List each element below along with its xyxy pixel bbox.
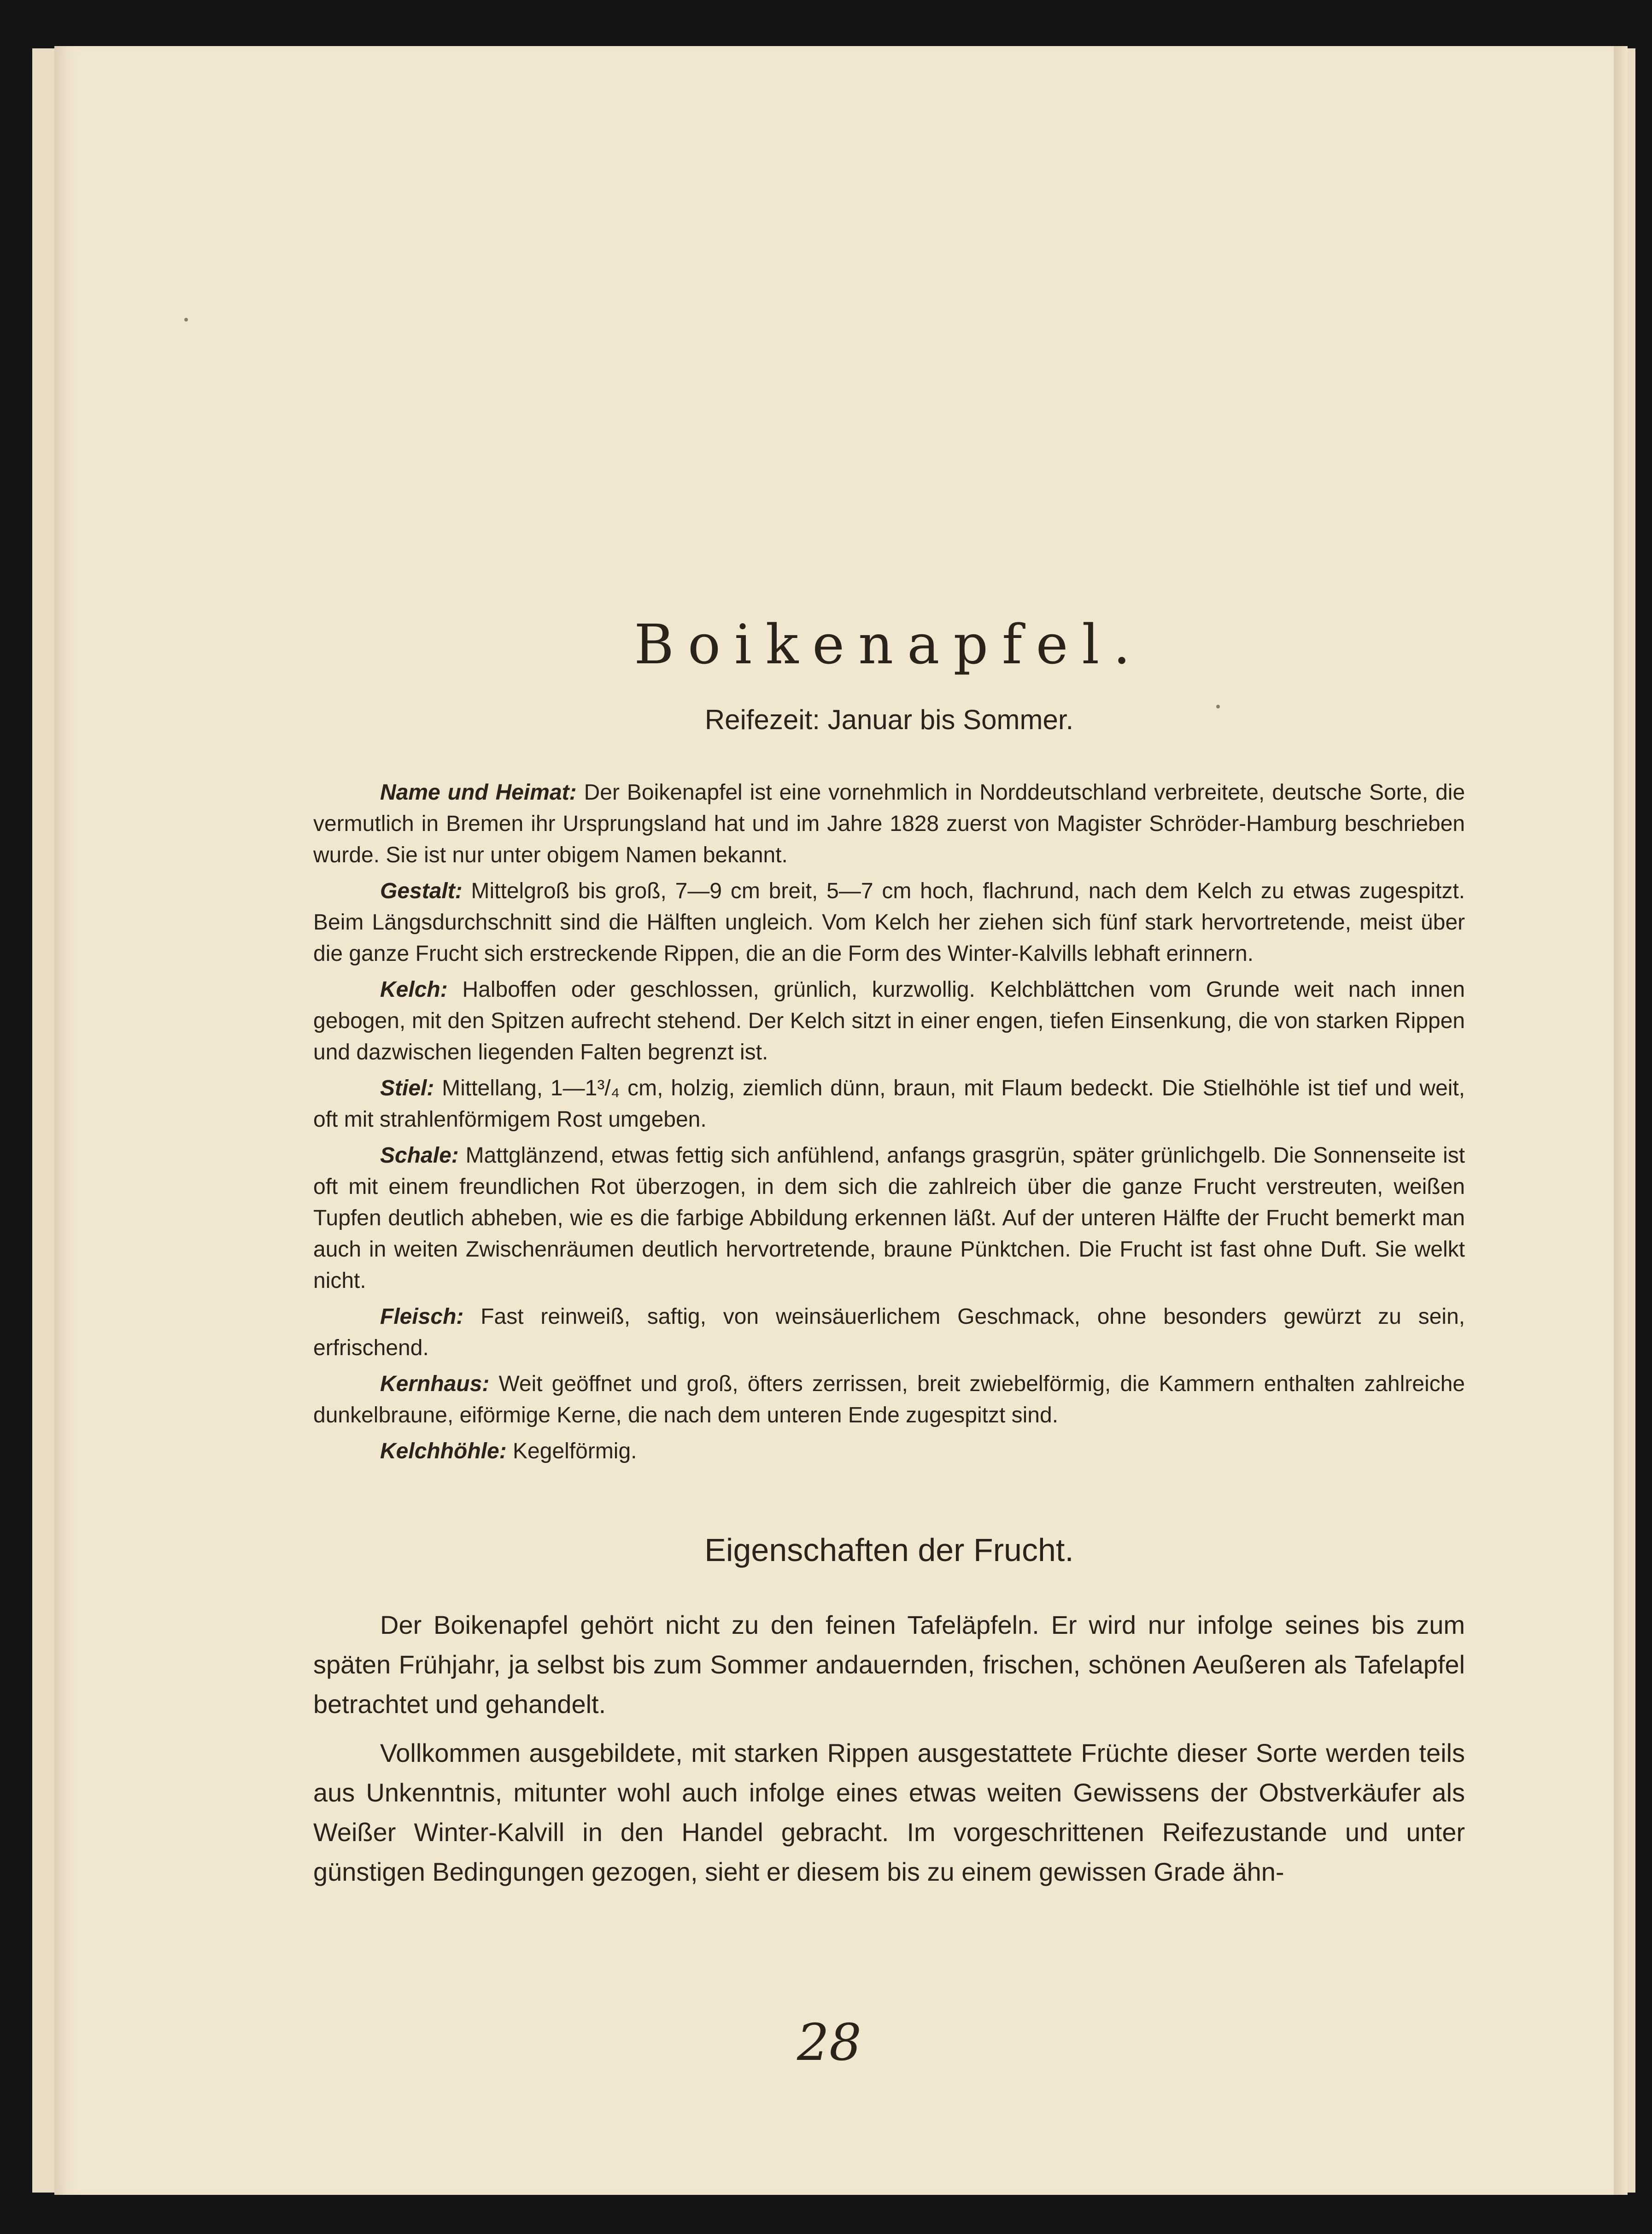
description-entry (313, 1368, 1465, 1431)
description-text: Kegelförmig. (513, 1439, 637, 1463)
description-entry (313, 1436, 1465, 1467)
description-text: Mittellang, 1—1³/₄ cm, holzig, ziemlich dünn, braun, mit Flaum bedeckt. Die Stielhöhle ist tief und weit, oft mit strahlenförmigem Rost umgeben. (313, 1076, 1465, 1132)
description-term: Fleisch: (380, 1304, 464, 1329)
description-text: Weit geöffnet und groß, öfters zerrissen, breit zwiebelförmig, die Kammern enthalten zahlreiche dunkelbraune, eiförmige Kerne, die nach dem unteren Ende zugespitzt sind. (313, 1372, 1465, 1427)
section-heading: Eigenschaften der Frucht. (704, 1532, 1074, 1568)
body-paragraph: Der Boikenapfel gehört nicht zu den feinen Tafeläpfeln. Er wird nur infolge seines bis zum späten Frühjahr, ja selbst bis zum Sommer andauernden, frischen, schönen Aeußeren als Tafelapfel betrachtet und gehandelt. (313, 1610, 1465, 1719)
description-term: Kelchhöhle: (380, 1439, 507, 1463)
description-entry (313, 974, 1465, 1068)
page-number: 28 (797, 2013, 861, 2072)
description-entry (313, 1140, 1465, 1297)
description-entry (313, 777, 1465, 871)
description-term: Schale: (380, 1143, 459, 1168)
description-entry (313, 876, 1465, 970)
ripening-time: Reifezeit: Januar bis Sommer. (704, 704, 1074, 735)
section-body (313, 1605, 1465, 1892)
description-term: Kernhaus: (380, 1372, 490, 1396)
page-edge (1614, 46, 1628, 2195)
description-entry (313, 1073, 1465, 1135)
description-text: Mattglänzend, etwas fettig sich anfühlend, anfangs grasgrün, später grünlichgelb. Die Sonnenseite ist oft mit einem freundlichen Rot überzogen, in dem sich die zahlreich über die ganze Frucht verstreuten, weißen Tupfen deutlich abheben, wie es die farbige Abbildung erkennen läßt. Auf der unteren Hälfte der Frucht bemerkt man auch in weiten Zwischenräumen deutlich hervortretende, braune Pünktchen. Die Frucht ist fast ohne Duft. Sie welkt nicht. (313, 1143, 1465, 1293)
page-content (313, 613, 1465, 1901)
paper-speck (184, 318, 188, 322)
description-term: Kelch: (380, 977, 448, 1002)
description-text: Mittelgroß bis groß, 7—9 cm breit, 5—7 cm hoch, flachrund, nach dem Kelch zu etwas zugespitzt. Beim Längsdurchschnitt sind die Hälften ungleich. Vom Kelch her ziehen sich fünf stark hervortretende, meist über die ganze Frucht sich erstreckende Rippen, die an die Form des Winter-Kalvills lebhaft erinnern. (313, 879, 1465, 966)
description-text: Der Boikenapfel ist eine vornehmlich in Norddeutschland verbreitete, deutsche Sorte, die vermutlich in Bremen ihr Ursprungsland hat und im Jahre 1828 zuerst von Magister Schröder-Hamburg beschrieben wurde. Sie ist nur unter obigem Namen bekannt. (313, 780, 1465, 867)
description-text: Fast reinweiß, saftig, von weinsäuerlichem Geschmack, ohne besonders gewürzt zu sein, erfrischend. (313, 1304, 1465, 1360)
description-text: Halboffen oder geschlossen, grünlich, kurzwollig. Kelchblättchen vom Grunde weit nach innen gebogen, mit den Spitzen aufrecht stehend. Der Kelch sitzt in einer engen, tiefen Einsenkung, die von starken Rippen und dazwischen liegenden Falten begrenzt ist. (313, 977, 1465, 1064)
variety-description (313, 777, 1465, 1467)
page-title: Boikenapfel. (634, 613, 1144, 676)
description-term: Name und Heimat: (380, 780, 577, 805)
body-paragraph: Vollkommen ausgebildete, mit starken Rippen ausgestattete Früchte dieser Sorte werden teils aus Unkenntnis, mitunter wohl auch infolge eines etwas weiten Gewissens der Obstverkäufer als Weißer Winter-Kalvill in den Handel gebracht. Im vorgeschrittenen Reifezustande und unter günstigen Bedingungen gezogen, sieht er diesem bis zu einem gewissen Grade ähn- (313, 1738, 1465, 1886)
description-term: Gestalt: (380, 879, 463, 903)
description-entry (313, 1301, 1465, 1364)
description-term: Stiel: (380, 1076, 434, 1100)
